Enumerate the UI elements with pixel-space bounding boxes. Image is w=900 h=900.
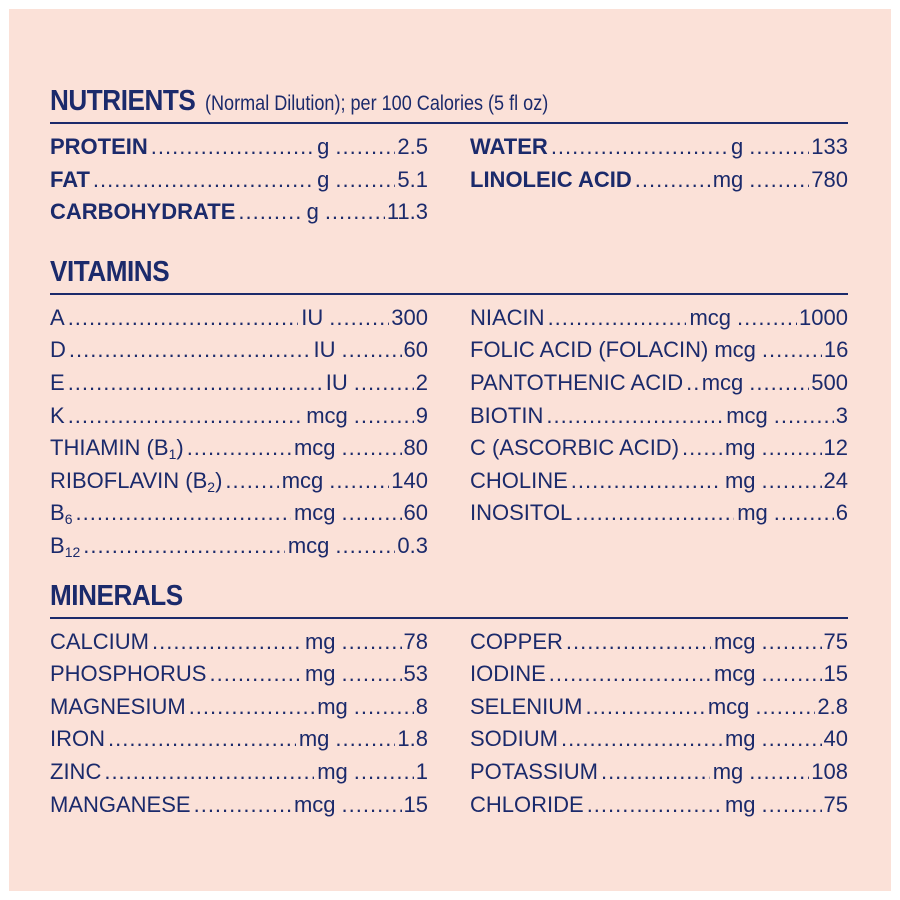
vitamins-header <box>50 256 848 295</box>
leader-dots <box>762 661 822 687</box>
leader-dots <box>209 661 301 687</box>
vitamins-title: VITAMINS <box>50 255 170 288</box>
nutrient-name-text: LINOLEIC ACID <box>470 166 632 192</box>
nutrient-row <box>50 199 428 232</box>
nutrient-unit: IU <box>313 337 336 363</box>
nutrient-row <box>470 500 848 533</box>
nutrient-unit: mcg <box>714 337 756 363</box>
leader-dots <box>762 468 822 494</box>
nutrient-row <box>50 759 428 792</box>
leader-dots <box>354 759 414 785</box>
leader-dots <box>561 726 722 752</box>
nutrient-name <box>50 199 235 225</box>
nutrient-unit: mg <box>304 628 336 654</box>
leader-dots <box>325 199 385 225</box>
nutrient-value: 8 <box>415 693 428 719</box>
nutrient-name-text: IODINE <box>470 661 546 687</box>
nutrient-unit: mg <box>712 166 744 192</box>
nutrient-value: 140 <box>391 467 428 493</box>
nutrient-name <box>50 661 206 687</box>
nutrient-unit: mg <box>737 500 768 526</box>
nutrient-row <box>50 134 428 167</box>
nutrient-unit: IU <box>301 304 324 330</box>
nutrient-value: 15 <box>823 661 848 687</box>
leader-dots <box>546 403 723 429</box>
nutrient-unit: mg <box>724 791 756 817</box>
nutrient-value: 16 <box>823 337 849 363</box>
leader-dots <box>335 726 395 752</box>
leader-dots <box>68 305 299 331</box>
leader-dots <box>104 759 314 785</box>
nutrition-panel <box>9 9 891 891</box>
nutrient-value: 11.3 <box>386 199 428 225</box>
nutrient-name <box>50 533 80 560</box>
nutrient-value: 40 <box>823 726 848 752</box>
leader-dots <box>551 134 728 160</box>
leader-dots <box>774 500 834 526</box>
nutrients-title: NUTRIENTS <box>50 85 196 117</box>
minerals-header <box>50 580 848 619</box>
nutrient-value: 9 <box>415 402 428 428</box>
nutrient-name <box>470 134 548 160</box>
leader-dots <box>342 337 402 363</box>
nutrient-name-text: MANGANESE <box>50 791 191 817</box>
nutrient-name-text: COPPER <box>470 628 563 654</box>
nutrient-row <box>50 370 428 403</box>
leader-dots <box>68 370 323 396</box>
nutrient-name <box>50 435 184 462</box>
vitamins-left-column <box>50 305 428 566</box>
leader-dots <box>749 370 809 396</box>
leader-dots <box>187 435 291 461</box>
nutrient-value: 53 <box>403 661 428 687</box>
nutrient-name <box>50 337 66 363</box>
nutrient-name <box>470 435 679 461</box>
nutrient-value: 2.5 <box>397 134 428 159</box>
nutrient-name <box>50 403 65 429</box>
nutrient-row <box>50 167 428 200</box>
leader-dots <box>774 403 834 429</box>
nutrient-name <box>50 468 222 495</box>
nutrient-value: 1000 <box>799 304 848 330</box>
nutrient-name-text: IRON <box>50 726 105 752</box>
nutrient-name-text: ZINC <box>50 758 102 784</box>
nutrient-name <box>50 726 105 752</box>
nutrient-name-text: B <box>50 500 65 526</box>
leader-dots <box>762 726 822 752</box>
nutrient-name-text: SELENIUM <box>470 693 583 719</box>
nutrient-unit: mcg <box>281 467 324 493</box>
nutrient-unit: mg <box>317 693 348 719</box>
vitamins-right-column <box>470 305 848 566</box>
nutrient-name-text: INOSITOL <box>470 500 573 526</box>
leader-dots <box>69 337 311 363</box>
leader-dots <box>682 435 722 461</box>
nutrient-row <box>50 661 428 694</box>
nutrient-name-text: THIAMIN (B <box>50 435 169 461</box>
nutrient-unit: mg <box>724 435 756 461</box>
nutrient-row <box>470 661 848 694</box>
leader-dots <box>575 500 734 526</box>
leader-dots <box>762 435 822 461</box>
nutrient-unit: mcg <box>689 304 732 330</box>
nutrient-name <box>50 792 191 818</box>
nutrient-name <box>470 337 708 363</box>
leader-dots <box>151 134 314 160</box>
leader-dots <box>108 726 296 752</box>
leader-dots <box>571 468 722 494</box>
nutrient-name-text: PROTEIN <box>50 134 148 159</box>
leader-dots <box>238 199 303 225</box>
leader-dots <box>342 629 402 655</box>
nutrient-row <box>470 134 848 167</box>
nutrient-name-text: POTASSIUM <box>470 758 598 784</box>
nutrient-unit: mcg <box>726 402 768 428</box>
nutrient-value: 1 <box>415 758 428 784</box>
nutrient-unit: g <box>317 134 330 159</box>
nutrient-name <box>50 305 65 331</box>
nutrient-name-text: PHOSPHORUS <box>50 661 207 687</box>
nutrient-value: 0.3 <box>397 532 428 558</box>
leader-dots <box>83 533 285 559</box>
leader-dots <box>755 694 815 720</box>
nutrient-name-text: SODIUM <box>470 726 558 752</box>
nutrient-row <box>470 694 848 727</box>
nutrient-unit: mg <box>724 467 756 493</box>
nutrient-name-text: BIOTIN <box>470 402 544 428</box>
nutrient-name <box>50 134 148 160</box>
leader-dots <box>335 533 395 559</box>
nutrient-name-text: K <box>50 402 65 428</box>
leader-dots <box>601 759 710 785</box>
nutrient-unit: mg <box>317 758 348 784</box>
nutrient-name <box>470 500 572 526</box>
nutrient-value: 6 <box>835 500 848 526</box>
nutrient-name-text: FAT <box>50 166 90 192</box>
nutrition-table <box>50 85 848 824</box>
nutrient-name-text: MAGNESIUM <box>50 693 186 719</box>
nutrient-unit: g <box>731 134 744 159</box>
nutrient-row <box>50 403 428 436</box>
leader-dots <box>762 792 822 818</box>
nutrient-row <box>470 370 848 403</box>
nutrient-unit: mcg <box>701 369 744 395</box>
nutrient-value: 12 <box>823 435 848 461</box>
nutrient-unit: mcg <box>713 661 756 687</box>
nutrient-row <box>50 694 428 727</box>
leader-dots <box>335 134 395 160</box>
minerals-right-column <box>470 629 848 825</box>
vitamins-columns <box>50 305 848 566</box>
leader-dots <box>749 134 809 160</box>
nutrient-name-text: B <box>50 532 65 558</box>
nutrient-name-text: RIBOFLAVIN (B <box>50 467 208 493</box>
nutrient-name-text: CHLORIDE <box>470 791 584 817</box>
leader-dots <box>152 629 302 655</box>
nutrient-row <box>470 629 848 662</box>
nutrient-unit: mcg <box>293 435 336 461</box>
leader-dots <box>342 792 402 818</box>
leader-dots <box>686 370 699 396</box>
nutrient-value: 60 <box>403 500 428 526</box>
leader-dots <box>68 403 304 429</box>
nutrient-value: 133 <box>811 134 848 159</box>
nutrient-subscript: 12 <box>64 543 81 560</box>
nutrient-name <box>50 694 186 720</box>
leader-dots <box>354 403 414 429</box>
leader-dots <box>354 370 414 396</box>
leader-dots <box>635 167 710 193</box>
nutrient-name <box>50 167 90 193</box>
nutrient-row <box>470 435 848 468</box>
nutrient-name <box>50 500 72 527</box>
nutrient-row <box>470 792 848 825</box>
nutrient-unit: IU <box>325 369 348 395</box>
nutrient-name-text: PANTOTHENIC ACID <box>470 369 684 395</box>
leader-dots <box>548 305 687 331</box>
nutrient-name-tail: ) <box>215 467 223 493</box>
nutrient-value: 2 <box>415 369 428 395</box>
nutrient-subscript: 1 <box>168 446 177 463</box>
nutrient-name <box>50 759 101 785</box>
leader-dots <box>749 759 809 785</box>
nutrient-name <box>50 629 149 655</box>
leader-dots <box>566 629 711 655</box>
nutrient-row <box>470 167 848 200</box>
leader-dots <box>329 305 389 331</box>
leader-dots <box>342 661 402 687</box>
nutrient-unit: mg <box>724 726 756 752</box>
nutrient-name-text: D <box>50 337 66 363</box>
nutrient-name-text: C (ASCORBIC ACID) <box>470 435 680 461</box>
nutrient-name <box>470 694 582 720</box>
nutrient-name-tail: ) <box>176 435 184 461</box>
leader-dots <box>762 337 822 363</box>
nutrient-name-text: FOLIC ACID (FOLACIN) <box>470 337 709 363</box>
nutrient-name <box>470 370 683 396</box>
nutrient-row <box>50 500 428 533</box>
nutrient-value: 75 <box>823 791 848 817</box>
nutrient-value: 80 <box>403 435 428 461</box>
nutrient-subscript: 2 <box>207 478 216 495</box>
nutrients-left-column <box>50 134 428 232</box>
nutrient-name <box>50 370 65 396</box>
leader-dots <box>587 792 722 818</box>
nutrient-row <box>470 726 848 759</box>
nutrient-value: 3 <box>835 402 848 428</box>
nutrient-name <box>470 629 563 655</box>
leader-dots <box>225 468 278 494</box>
nutrient-row <box>50 629 428 662</box>
leader-dots <box>342 435 402 461</box>
nutrients-subtitle: (Normal Dilution); per 100 Calories (5 fl oz) <box>205 92 549 115</box>
nutrient-row <box>50 435 428 468</box>
nutrient-unit: mcg <box>293 791 336 817</box>
nutrient-unit: mcg <box>713 628 756 654</box>
nutrient-row <box>50 792 428 825</box>
nutrient-value: 15 <box>403 791 428 817</box>
leader-dots <box>335 167 395 193</box>
nutrient-value: 75 <box>823 628 848 654</box>
nutrient-name-text: CHOLINE <box>470 467 568 493</box>
nutrient-value: 24 <box>823 467 848 493</box>
nutrient-value: 500 <box>811 369 848 395</box>
nutrient-name-text: CARBOHYDRATE <box>50 199 236 225</box>
minerals-left-column <box>50 629 428 825</box>
nutrient-name <box>470 305 545 331</box>
nutrient-value: 60 <box>403 337 428 363</box>
nutrient-row <box>50 305 428 338</box>
nutrient-unit: mg <box>298 726 330 752</box>
nutrient-unit: g <box>306 199 319 225</box>
nutrient-unit: mcg <box>707 693 750 719</box>
nutrient-name-text: E <box>50 369 65 395</box>
nutrient-name <box>470 661 546 687</box>
leader-dots <box>749 167 809 193</box>
leader-dots <box>329 468 389 494</box>
nutrient-subscript: 6 <box>64 511 73 528</box>
nutrient-name <box>470 759 598 785</box>
nutrient-unit: mcg <box>293 500 336 526</box>
nutrient-value: 108 <box>811 758 848 784</box>
leader-dots <box>194 792 291 818</box>
nutrient-name-text: WATER <box>470 134 548 159</box>
nutrient-value: 5.1 <box>397 166 428 192</box>
nutrient-unit: mcg <box>287 532 330 558</box>
nutrients-columns <box>50 134 848 232</box>
leader-dots <box>737 305 797 331</box>
nutrient-name <box>470 726 558 752</box>
nutrient-row <box>470 403 848 436</box>
leader-dots <box>585 694 704 720</box>
nutrient-row <box>470 337 848 370</box>
leader-dots <box>189 694 315 720</box>
leader-dots <box>93 167 314 193</box>
nutrient-unit: mg <box>712 758 744 784</box>
nutrient-name <box>470 403 543 429</box>
nutrient-row <box>470 468 848 501</box>
nutrient-name-text: NIACIN <box>470 304 545 330</box>
nutrient-value: 300 <box>391 304 428 330</box>
nutrient-row <box>50 726 428 759</box>
minerals-columns <box>50 629 848 825</box>
leader-dots <box>75 500 290 526</box>
nutrient-row <box>50 337 428 370</box>
nutrient-row <box>50 468 428 501</box>
nutrient-row <box>50 533 428 566</box>
nutrient-name <box>470 167 632 193</box>
nutrient-value: 78 <box>403 628 428 654</box>
leader-dots <box>342 500 402 526</box>
nutrient-unit: mg <box>304 661 336 687</box>
nutrient-name-text: A <box>50 304 65 330</box>
nutrients-right-column <box>470 134 848 232</box>
nutrient-unit: g <box>317 166 330 192</box>
nutrient-value: 2.8 <box>817 693 848 719</box>
nutrient-unit: mcg <box>306 402 348 428</box>
nutrient-name <box>470 792 584 818</box>
nutrient-name-text: CALCIUM <box>50 628 150 654</box>
leader-dots <box>762 629 822 655</box>
nutrients-header <box>50 85 848 124</box>
nutrient-value: 780 <box>811 166 848 192</box>
nutrient-name <box>470 468 568 494</box>
nutrient-row <box>470 759 848 792</box>
nutrient-value: 1.8 <box>397 726 428 752</box>
nutrient-row <box>470 305 848 338</box>
minerals-title: MINERALS <box>50 579 183 612</box>
leader-dots <box>354 694 414 720</box>
leader-dots <box>549 661 711 687</box>
